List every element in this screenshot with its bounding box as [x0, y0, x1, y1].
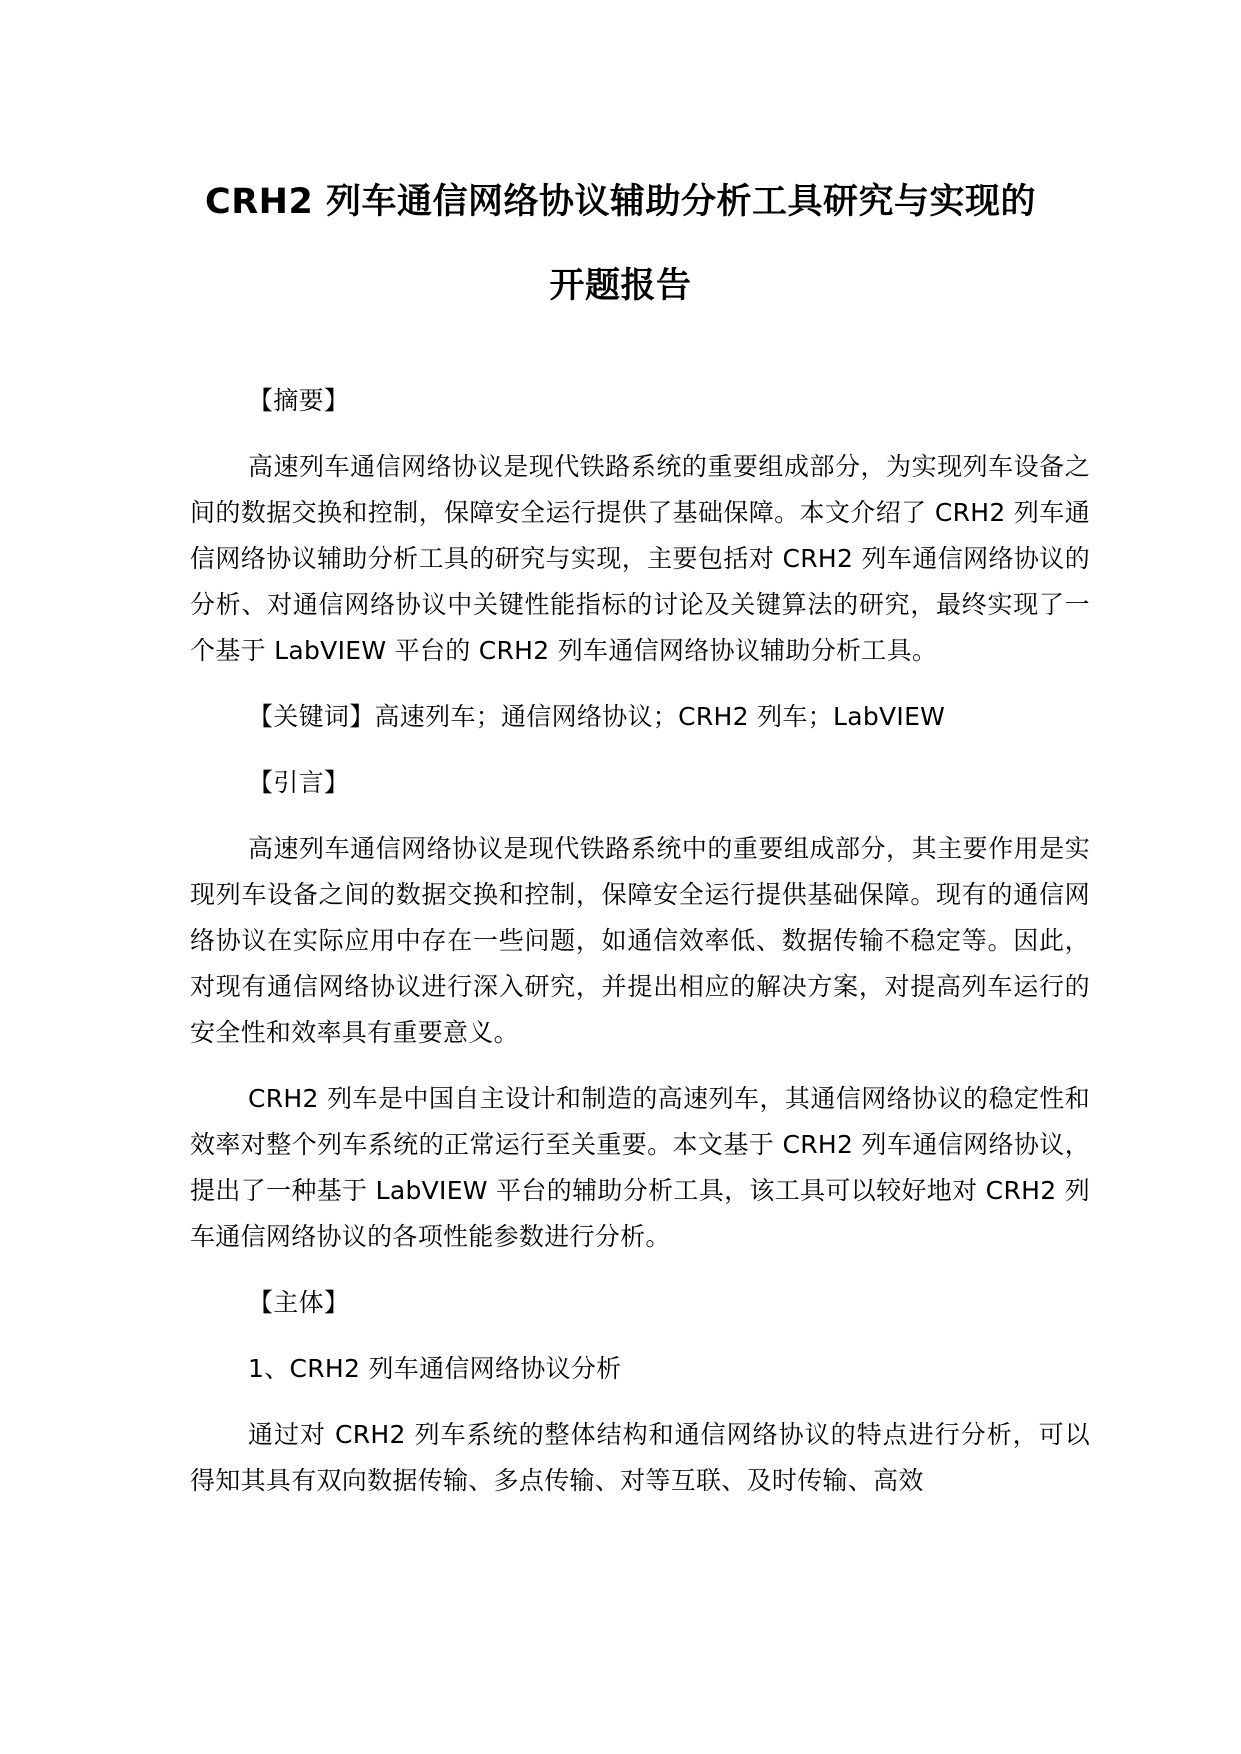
document-title-line-2: 开题报告 — [549, 266, 692, 306]
introduction-paragraph-2: CRH2 列车是中国自主设计和制造的高速列车，其通信网络协议的稳定性和效率对整个列车系统的正常运行至关重要。本文基于 CRH2 列车通信网络协议，提出了一种基于 LabVIEW 平台的辅助分析工具，该工具可以较好地对 CRH2 列车通信网络协议的各项性能参数进行分析。 — [190, 1084, 1090, 1251]
document-title-line-1: CRH2 列车通信网络协议辅助分析工具研究与实现的 — [205, 182, 1036, 222]
introduction-heading: 【引言】 — [248, 768, 350, 797]
section-1-paragraph: 通过对 CRH2 列车系统的整体结构和通信网络协议的特点进行分析，可以得知其具有双向数据传输、多点传输、对等互联、及时传输、高效 — [190, 1420, 1090, 1495]
abstract-heading: 【摘要】 — [248, 386, 350, 415]
document-body — [190, 378, 1090, 1524]
section-1-heading: 1、CRH2 列车通信网络协议分析 — [248, 1354, 622, 1383]
introduction-paragraph-1: 高速列车通信网络协议是现代铁路系统中的重要组成部分，其主要作用是实现列车设备之间的数据交换和控制，保障安全运行提供基础保障。现有的通信网络协议在实际应用中存在一些问题，如通信效率低、数据传输不稳定等。因此，对现有通信网络协议进行深入研究，并提出相应的解决方案，对提高列车运行的安全性和效率具有重要意义。 — [190, 834, 1090, 1047]
abstract-paragraph: 高速列车通信网络协议是现代铁路系统的重要组成部分，为实现列车设备之间的数据交换和控制，保障安全运行提供了基础保障。本文介绍了 CRH2 列车通信网络协议辅助分析工具的研究与实现，主要包括对 CRH2 列车通信网络协议的分析、对通信网络协议中关键性能指标的讨论及关键算法的研究，最终实现了一个基于 LabVIEW 平台的 CRH2 列车通信网络协议辅助分析工具。 — [190, 452, 1090, 665]
main-body-heading: 【主体】 — [248, 1288, 350, 1317]
keywords-line: 【关键词】高速列车；通信网络协议；CRH2 列车；LabVIEW — [248, 702, 946, 731]
